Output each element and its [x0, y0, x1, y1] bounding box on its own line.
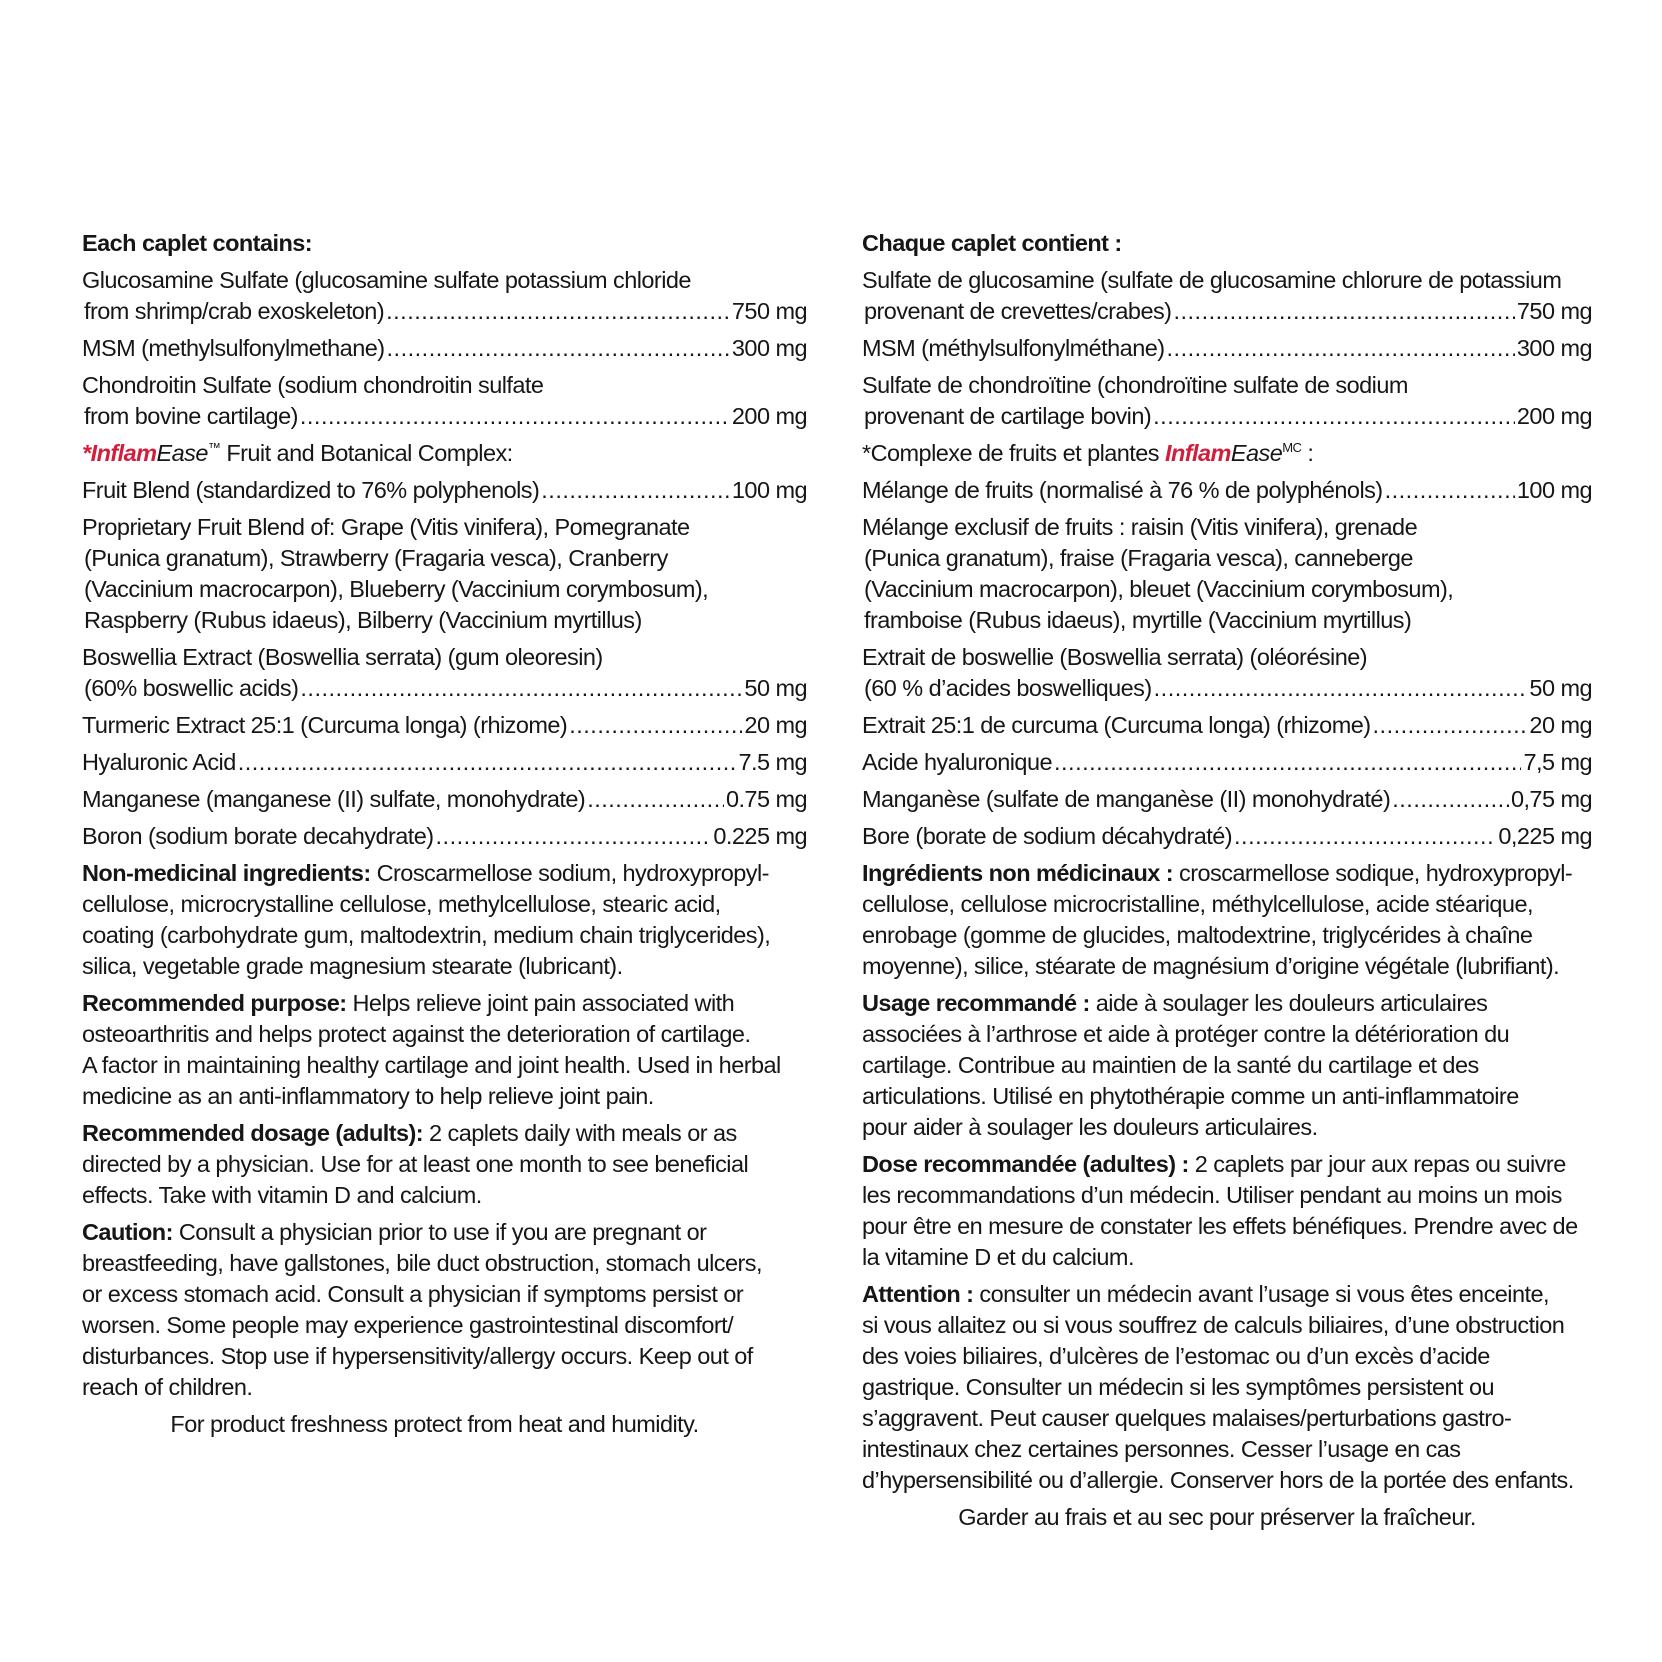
paragraph-label: Dose recommandée (adultes) :: [862, 1151, 1189, 1177]
complex-suffix: Fruit and Botanical Complex:: [220, 440, 513, 466]
ingredient-amount: 100 mg: [731, 477, 807, 503]
paragraph-text: Croscarmellose sodium, hydroxypropyl-: [370, 860, 769, 886]
paragraph-line: [862, 1019, 1592, 1050]
ingredient-name: Manganèse (sulfate de manganèse (II) monohydraté): [862, 786, 1391, 812]
ingredient-name: Manganese (manganese (II) sulfate, monohydrate): [82, 786, 586, 812]
ingredient-name: MSM (méthylsulfonylméthane): [862, 335, 1165, 361]
paragraph-line: [82, 858, 807, 889]
trademark-mark: ™: [207, 440, 221, 456]
paragraph-text: silica, vegetable grade magnesium stearate (lubricant).: [82, 953, 623, 979]
ingredient-item: [862, 642, 1592, 704]
blend-line: Raspberry (Rubus idaeus), Bilberry (Vaccinium myrtillus): [84, 607, 642, 633]
paragraph-text: moyenne), silice, stéarate de magnésium d’origine végétale (lubrifiant).: [862, 953, 1560, 979]
blend-line: (Punica granatum), fraise (Fragaria vesca), canneberge: [864, 545, 1413, 571]
ingredient-name: from bovine cartilage): [84, 403, 298, 429]
ingredient-name: Acide hyaluronique: [862, 749, 1052, 775]
ingredient-line: [862, 333, 1592, 364]
ingredient-item: [862, 747, 1592, 778]
paragraph-text: worsen. Some people may experience gastrointestinal discomfort/: [82, 1312, 734, 1338]
paragraph-line: [862, 951, 1592, 982]
complex-prefix: *: [82, 440, 91, 466]
ingredient-item: [862, 710, 1592, 741]
dot-leader: [1153, 401, 1515, 432]
ingredient-name: Sulfate de chondroïtine (chondroïtine sulfate de sodium: [862, 372, 1408, 398]
paragraph-text: effects. Take with vitamin D and calcium.: [82, 1182, 482, 1208]
paragraph-text: cartilage. Contribue au maintien de la santé du cartilage et des: [862, 1052, 1479, 1078]
paragraph-text: pour aider à soulager les douleurs articulaires.: [862, 1114, 1318, 1140]
ingredient-name: Mélange de fruits (normalisé à 76 % de polyphénols): [862, 477, 1383, 503]
ingredient-item: [82, 370, 807, 432]
dot-leader: [1154, 673, 1528, 704]
paragraph-text: Helps relieve joint pain associated with: [346, 990, 735, 1016]
paragraph-text: si vous allaitez ou si vous souffrez de calculs biliaires, d’une obstruction: [862, 1312, 1565, 1338]
paragraph-text: la vitamine D et du calcium.: [862, 1244, 1134, 1270]
paragraph-line: [82, 1217, 807, 1248]
complex-suffix: :: [1301, 440, 1314, 466]
ingredient-line: [82, 370, 807, 401]
non-medicinal-ingredients: [862, 858, 1592, 982]
paragraph-line: [82, 889, 807, 920]
paragraph-label: Recommended purpose:: [82, 990, 347, 1016]
paragraph-text: enrobage (gomme de glucides, maltodextrine, triglycérides à chaîne: [862, 922, 1533, 948]
trademark-mark: MC: [1282, 440, 1302, 456]
ingredient-line: [862, 401, 1592, 432]
dot-leader: [587, 784, 724, 815]
ingredient-line: [82, 747, 807, 778]
ingredient-line: [82, 296, 807, 327]
ingredient-line: [82, 333, 807, 364]
paragraph-line: [862, 858, 1592, 889]
caution-warning: [862, 1279, 1592, 1496]
paragraph-line: [82, 1372, 807, 1403]
paragraph-text: reach of children.: [82, 1374, 253, 1400]
ingredient-amount: 200 mg: [1516, 403, 1592, 429]
ingredient-name: Sulfate de glucosamine (sulfate de glucosamine chlorure de potassium: [862, 267, 1562, 293]
ingredient-name: Extrait de boswellie (Boswellia serrata) (oléorésine): [862, 644, 1368, 670]
blend-line: Proprietary Fruit Blend of: Grape (Vitis vinifera), Pomegranate: [82, 514, 690, 540]
paragraph-line: [82, 1180, 807, 1211]
ingredient-item: [82, 710, 807, 741]
ingredient-line: [82, 784, 807, 815]
dot-leader: [1054, 747, 1521, 778]
paragraph-text: 2 caplets daily with meals or as: [423, 1120, 737, 1146]
ingredient-item: [82, 784, 807, 815]
ingredient-amount: 20 mg: [1529, 712, 1592, 738]
paragraph-text: A factor in maintaining healthy cartilage and joint health. Used in herbal: [82, 1052, 781, 1078]
ingredient-item: [82, 821, 807, 852]
ingredient-line: [862, 370, 1592, 401]
paragraph-label: Attention :: [862, 1281, 974, 1307]
paragraph-line: [82, 1019, 807, 1050]
paragraph-text: d’hypersensibilité ou d’allergie. Conserver hors de la portée des enfants.: [862, 1467, 1574, 1493]
dot-leader: [300, 673, 742, 704]
paragraph-text: s’aggravent. Peut causer quelques malaises/perturbations gastro-: [862, 1405, 1512, 1431]
ingredient-line: [862, 784, 1592, 815]
ingredient-item: [862, 265, 1592, 327]
botanical-complex-heading: [82, 438, 807, 469]
ingredient-name: Boswellia Extract (Boswellia serrata) (gum oleoresin): [82, 644, 603, 670]
botanical-complex-heading: [862, 438, 1592, 469]
ingredient-line: [82, 642, 807, 673]
french-column: [862, 228, 1592, 1533]
ingredient-line: [82, 710, 807, 741]
paragraph-line: [82, 1081, 807, 1112]
ingredient-name: Fruit Blend (standardized to 76% polyphenols): [82, 477, 540, 503]
paragraph-label: Non-medicinal ingredients:: [82, 860, 371, 886]
paragraph-text: les recommandations d’un médecin. Utiliser pendant au moins un mois: [862, 1182, 1562, 1208]
ingredient-amount: 50 mg: [1529, 675, 1592, 701]
paragraph-text: coating (carbohydrate gum, maltodextrin, medium chain triglycerides),: [82, 922, 771, 948]
paragraph-line: [82, 1341, 807, 1372]
ingredient-line: [862, 747, 1592, 778]
paragraph-line: [862, 889, 1592, 920]
recommended-dosage: [862, 1149, 1592, 1273]
dot-leader: [387, 333, 730, 364]
paragraph-text: or excess stomach acid. Consult a physician if symptoms persist or: [82, 1281, 744, 1307]
ingredient-name: Boron (sodium borate decahydrate): [82, 823, 434, 849]
paragraph-line: [862, 1434, 1592, 1465]
paragraph-line: [862, 920, 1592, 951]
ingredient-amount: 20 mg: [744, 712, 807, 738]
paragraph-text: directed by a physician. Use for at least one month to see beneficial: [82, 1151, 749, 1177]
paragraph-line: [82, 1050, 807, 1081]
paragraph-line: [862, 1403, 1592, 1434]
dot-leader: [436, 821, 712, 852]
paragraph-text: disturbances. Stop use if hypersensitivity/allergy occurs. Keep out of: [82, 1343, 753, 1369]
paragraph-text: associées à l’arthrose et aide à protéger contre la détérioration du: [862, 1021, 1510, 1047]
paragraph-text: pour être en mesure de constater les effets bénéfiques. Prendre avec de: [862, 1213, 1578, 1239]
paragraph-text: des voies biliaires, d’ulcères de l’estomac ou d’un excès d’acide: [862, 1343, 1490, 1369]
complex-prefix: *Complexe de fruits et plantes: [862, 440, 1165, 466]
dot-leader: [1173, 296, 1514, 327]
paragraph-line: [862, 1242, 1592, 1273]
recommended-purpose: [862, 988, 1592, 1143]
paragraph-line: [862, 1310, 1592, 1341]
paragraph-line: [862, 1050, 1592, 1081]
paragraph-text: aide à soulager les douleurs articulaires: [1089, 990, 1488, 1016]
ingredient-line: [862, 710, 1592, 741]
storage-note: For product freshness protect from heat and humidity.: [170, 1411, 699, 1437]
ingredient-item: [862, 333, 1592, 364]
paragraph-text: breastfeeding, have gallstones, bile duct obstruction, stomach ulcers,: [82, 1250, 762, 1276]
blend-line: (Vaccinium macrocarpon), Blueberry (Vaccinium corymbosum),: [84, 576, 709, 602]
ingredient-item: [82, 475, 807, 506]
paragraph-line: [82, 1279, 807, 1310]
ingredient-line: [82, 673, 807, 704]
brand-inflam: Inflam: [1164, 440, 1231, 466]
recommended-dosage: [82, 1118, 807, 1211]
ingredient-name: Extrait 25:1 de curcuma (Curcuma longa) (rhizome): [862, 712, 1371, 738]
ingredient-item: [82, 747, 807, 778]
ingredient-line: [862, 265, 1592, 296]
blend-line: framboise (Rubus idaeus), myrtille (Vaccinium myrtillus): [864, 607, 1412, 633]
brand-inflam: Inflam: [90, 440, 157, 466]
paragraph-line: [862, 988, 1592, 1019]
ingredient-line: [82, 265, 807, 296]
proprietary-blend: [862, 512, 1592, 636]
blend-line: (Vaccinium macrocarpon), bleuet (Vaccinium corymbosum),: [864, 576, 1454, 602]
paragraph-line: [862, 1112, 1592, 1143]
paragraph-line: [82, 1118, 807, 1149]
brand-ease: Ease: [1230, 440, 1283, 466]
paragraph-line: [82, 1248, 807, 1279]
dot-leader: [386, 296, 730, 327]
dot-leader: [1167, 333, 1515, 364]
paragraph-text: articulations. Utilisé en phytothérapie comme un anti-inflammatoire: [862, 1083, 1519, 1109]
paragraph-line: [82, 1310, 807, 1341]
paragraph-line: [82, 920, 807, 951]
paragraph-line: [862, 1279, 1592, 1310]
ingredient-name: provenant de cartilage bovin): [864, 403, 1152, 429]
ingredient-amount: 100 mg: [1516, 477, 1592, 503]
section-heading: Chaque caplet contient :: [862, 230, 1122, 256]
ingredient-name: Turmeric Extract 25:1 (Curcuma longa) (rhizome): [82, 712, 568, 738]
ingredient-name: Chondroitin Sulfate (sodium chondroitin sulfate: [82, 372, 544, 398]
ingredient-item: [862, 370, 1592, 432]
recommended-purpose: [82, 988, 807, 1112]
ingredient-amount: 0.75 mg: [725, 786, 807, 812]
dot-leader: [1373, 710, 1528, 741]
ingredient-amount: 0,75 mg: [1510, 786, 1592, 812]
ingredient-name: from shrimp/crab exoskeleton): [84, 298, 385, 324]
ingredient-name: Glucosamine Sulfate (glucosamine sulfate potassium chloride: [82, 267, 691, 293]
paragraph-label: Caution:: [82, 1219, 173, 1245]
non-medicinal-ingredients: [82, 858, 807, 982]
ingredient-line: [862, 821, 1592, 852]
ingredient-line: [862, 642, 1592, 673]
ingredient-amount: 0.225 mg: [713, 823, 807, 849]
ingredient-name: (60% boswellic acids): [84, 675, 299, 701]
dot-leader: [1392, 784, 1509, 815]
dot-leader: [1234, 821, 1496, 852]
ingredient-line: [82, 821, 807, 852]
ingredient-amount: 7,5 mg: [1523, 749, 1592, 775]
paragraph-text: 2 caplets par jour aux repas ou suivre: [1188, 1151, 1566, 1177]
ingredient-amount: 750 mg: [1516, 298, 1592, 324]
paragraph-line: [862, 1341, 1592, 1372]
ingredient-item: [862, 475, 1592, 506]
paragraph-label: Ingrédients non médicinaux :: [862, 860, 1174, 886]
ingredient-amount: 300 mg: [731, 335, 807, 361]
english-column: [82, 228, 807, 1440]
paragraph-line: [82, 988, 807, 1019]
paragraph-line: [862, 1465, 1592, 1496]
ingredient-line: [82, 401, 807, 432]
dot-leader: [541, 475, 730, 506]
ingredient-name: provenant de crevettes/crabes): [864, 298, 1172, 324]
storage-note: Garder au frais et au sec pour préserver la fraîcheur.: [958, 1504, 1476, 1530]
ingredient-line: [862, 296, 1592, 327]
ingredient-name: Hyaluronic Acid: [82, 749, 236, 775]
paragraph-text: Consult a physician prior to use if you are pregnant or: [172, 1219, 707, 1245]
paragraph-line: [82, 1149, 807, 1180]
paragraph-text: cellulose, microcrystalline cellulose, methylcellulose, stearic acid,: [82, 891, 721, 917]
ingredient-name: Bore (borate de sodium décahydraté): [862, 823, 1233, 849]
paragraph-text: osteoarthritis and helps protect against the deterioration of cartilage.: [82, 1021, 751, 1047]
dot-leader: [1385, 475, 1515, 506]
ingredient-item: [862, 821, 1592, 852]
ingredient-name: MSM (methylsulfonylmethane): [82, 335, 385, 361]
blend-line: Mélange exclusif de fruits : raisin (Vitis vinifera), grenade: [862, 514, 1418, 540]
ingredient-item: [862, 784, 1592, 815]
paragraph-line: [862, 1081, 1592, 1112]
paragraph-text: medicine as an anti-inflammatory to help relieve joint pain.: [82, 1083, 654, 1109]
paragraph-label: Usage recommandé :: [862, 990, 1090, 1016]
ingredient-name: (60 % d’acides boswelliques): [864, 675, 1152, 701]
ingredient-item: [82, 642, 807, 704]
blend-line: (Punica granatum), Strawberry (Fragaria vesca), Cranberry: [84, 545, 668, 571]
paragraph-line: [862, 1149, 1592, 1180]
paragraph-text: croscarmellose sodique, hydroxypropyl-: [1173, 860, 1573, 886]
ingredient-item: [82, 333, 807, 364]
dot-leader: [238, 747, 737, 778]
paragraph-label: Recommended dosage (adults):: [82, 1120, 424, 1146]
paragraph-line: [862, 1180, 1592, 1211]
caution-warning: [82, 1217, 807, 1403]
paragraph-line: [862, 1372, 1592, 1403]
ingredient-amount: 7.5 mg: [738, 749, 807, 775]
ingredient-line: [862, 475, 1592, 506]
paragraph-text: cellulose, cellulose microcristalline, méthylcellulose, acide stéarique,: [862, 891, 1533, 917]
ingredient-amount: 200 mg: [731, 403, 807, 429]
ingredient-amount: 300 mg: [1516, 335, 1592, 361]
paragraph-text: gastrique. Consulter un médecin si les symptômes persistent ou: [862, 1374, 1495, 1400]
ingredient-amount: 0,225 mg: [1498, 823, 1592, 849]
section-heading: Each caplet contains:: [82, 230, 313, 256]
proprietary-blend: [82, 512, 807, 636]
ingredient-line: [862, 673, 1592, 704]
paragraph-text: consulter un médecin avant l’usage si vous êtes enceinte,: [973, 1281, 1549, 1307]
dot-leader: [569, 710, 742, 741]
paragraph-line: [862, 1211, 1592, 1242]
ingredient-item: [82, 265, 807, 327]
brand-ease: Ease: [156, 440, 208, 466]
ingredient-amount: 50 mg: [744, 675, 807, 701]
ingredient-line: [82, 475, 807, 506]
paragraph-text: intestinaux chez certaines personnes. Cesser l’usage en cas: [862, 1436, 1461, 1462]
paragraph-line: [82, 951, 807, 982]
ingredient-amount: 750 mg: [731, 298, 807, 324]
dot-leader: [300, 401, 730, 432]
